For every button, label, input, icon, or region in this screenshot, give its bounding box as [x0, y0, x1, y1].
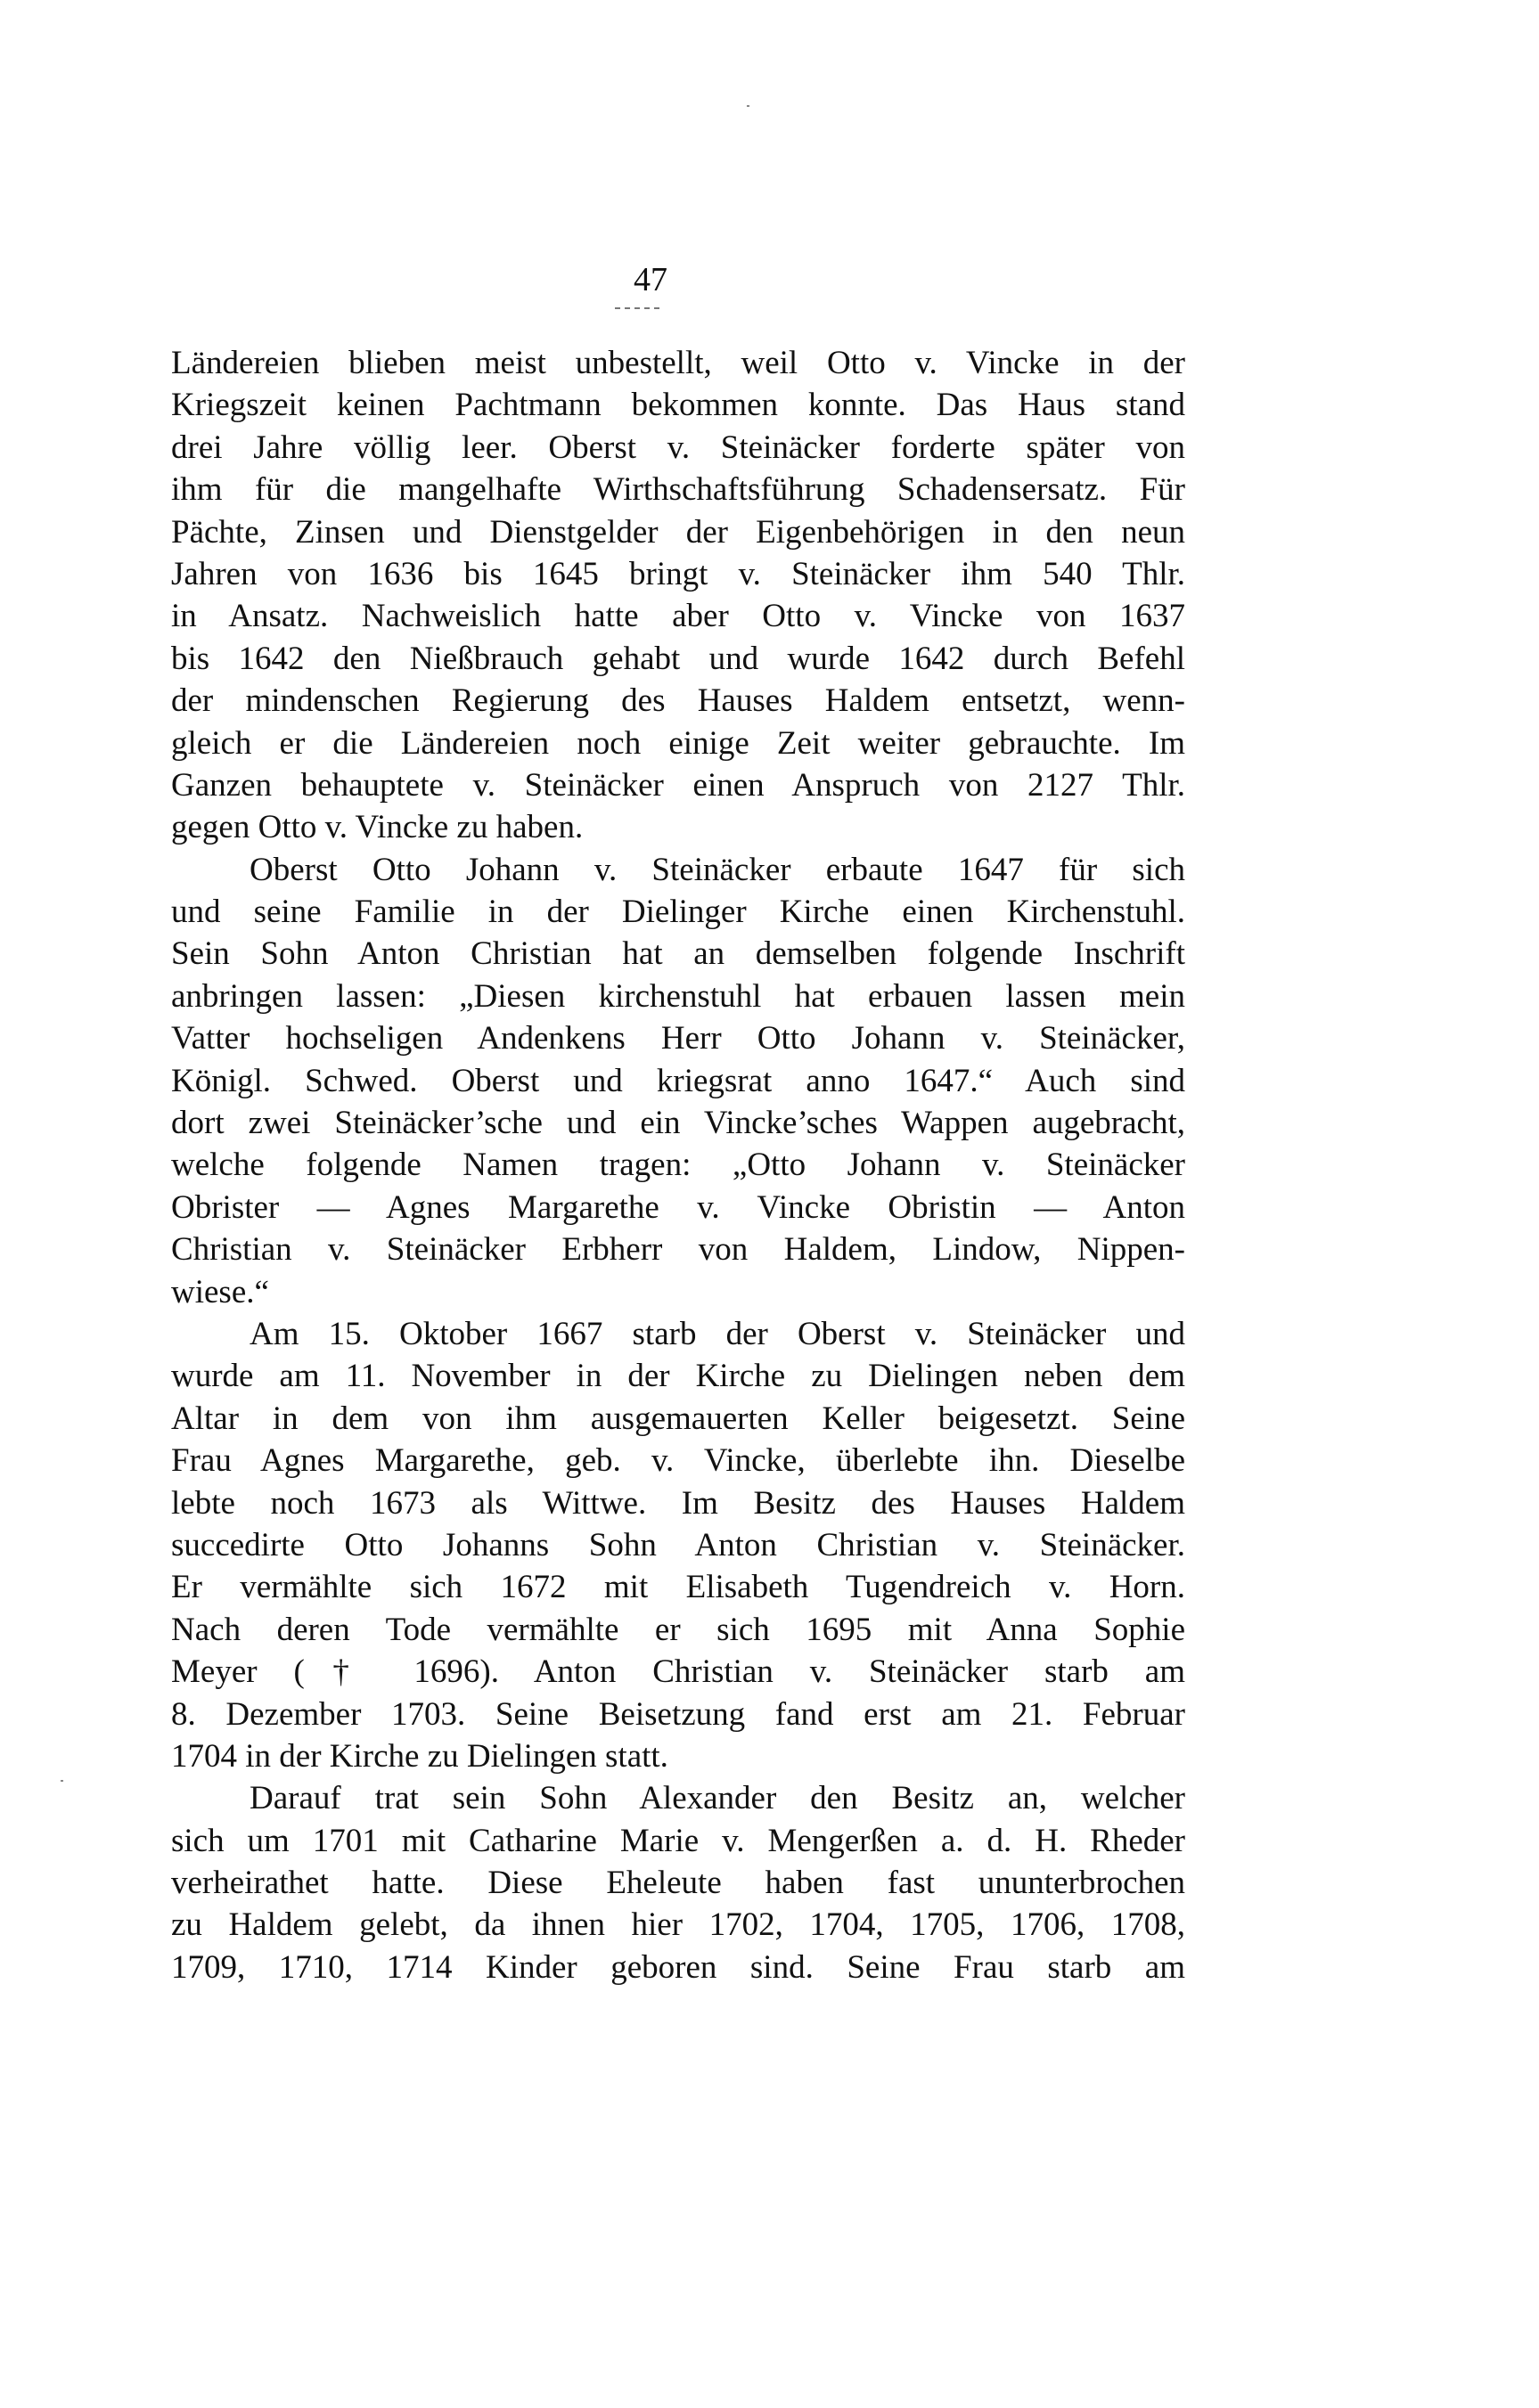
text-line: sich um 1701 mit Catharine Marie v. Mengerßen a. d. H. Rheder — [171, 1822, 1185, 1859]
scan-speck — [61, 1780, 63, 1782]
text-line: Vatter hochseligen Andenkens Herr Otto Johann v. Steinäcker, — [171, 1020, 1185, 1057]
text-line: succedirte Otto Johanns Sohn Anton Christian v. Steinäcker. — [171, 1526, 1185, 1563]
text-line: zu Haldem gelebt, da ihnen hier 1702, 1704, 1705, 1706, 1708, — [171, 1906, 1185, 1944]
text-line: Ganzen behauptete v. Steinäcker einen Anspruch von 2127 Thlr. — [171, 766, 1185, 804]
page-body — [171, 342, 1185, 1988]
text-line: der mindenschen Regierung des Hauses Haldem entsetzt, wenn- — [171, 682, 1185, 720]
text-line: wiese.“ — [171, 1273, 269, 1310]
scan-speck — [747, 105, 749, 107]
text-line: Frau Agnes Margarethe, geb. v. Vincke, überlebte ihn. Dieselbe — [171, 1442, 1185, 1480]
text-line: ihm für die mangelhafte Wirthschaftsführung Schadensersatz. Für — [171, 471, 1185, 509]
text-line: 1709, 1710, 1714 Kinder geboren sind. Seine Frau starb am — [171, 1948, 1185, 1986]
text-line: 1704 in der Kirche zu Dielingen statt. — [171, 1737, 668, 1775]
text-line: Königl. Schwed. Oberst und kriegsrat anno 1647.“ Auch sind — [171, 1062, 1185, 1099]
text-line: dort zwei Steinäcker’sche und ein Vincke’sches Wappen augebracht, — [171, 1105, 1185, 1142]
page-number: 47 — [634, 261, 667, 298]
text-line: drei Jahre völlig leer. Oberst v. Steinäcker forderte später von — [171, 429, 1185, 466]
text-line: in Ansatz. Nachweislich hatte aber Otto v. Vincke von 1637 — [171, 598, 1185, 635]
text-line: Kriegszeit keinen Pachtmann bekommen konnte. Das Haus stand — [171, 387, 1185, 424]
text-line: gleich er die Ländereien noch einige Zeit weiter gebrauchte. Im — [171, 724, 1185, 762]
text-line: anbringen lassen: „Diesen kirchenstuhl hat erbauen lassen mein — [171, 977, 1185, 1015]
text-line: verheirathet hatte. Diese Eheleute haben fast ununterbrochen — [171, 1865, 1185, 1902]
text-line: Meyer († 1696). Anton Christian v. Steinäcker starb am — [171, 1653, 1185, 1691]
text-line: lebte noch 1673 als Wittwe. Im Besitz des Hauses Haldem — [171, 1484, 1185, 1522]
text-line: Pächte, Zinsen und Dienstgelder der Eigenbehörigen in den neun — [171, 513, 1185, 551]
text-line: Oberst Otto Johann v. Steinäcker erbaute 1647 für sich — [250, 851, 1185, 888]
text-line: welche folgende Namen tragen: „Otto Johann v. Steinäcker — [171, 1147, 1185, 1184]
text-line: Darauf trat sein Sohn Alexander den Besitz an, welcher — [250, 1780, 1185, 1817]
text-line: 8. Dezember 1703. Seine Beisetzung fand erst am 21. Februar — [171, 1695, 1185, 1733]
text-line: Jahren von 1636 bis 1645 bringt v. Steinäcker ihm 540 Thlr. — [171, 555, 1185, 592]
text-line: gegen Otto v. Vincke zu haben. — [171, 809, 584, 846]
text-line: Nach deren Tode vermählte er sich 1695 mit Anna Sophie — [171, 1611, 1185, 1648]
text-line: und seine Familie in der Dielinger Kirche einen Kirchenstuhl. — [171, 894, 1185, 931]
page-number-rule — [615, 307, 659, 309]
text-line: Sein Sohn Anton Christian hat an demselben folgende Inschrift — [171, 935, 1185, 973]
text-line: Am 15. Oktober 1667 starb der Oberst v. Steinäcker und — [250, 1315, 1185, 1352]
text-line: Obrister — Agnes Margarethe v. Vincke Obristin — Anton — [171, 1188, 1185, 1226]
text-line: wurde am 11. November in der Kirche zu Dielingen neben dem — [171, 1358, 1185, 1395]
text-line: Altar in dem von ihm ausgemauerten Keller beigesetzt. Seine — [171, 1400, 1185, 1437]
text-line: Christian v. Steinäcker Erbherr von Haldem, Lindow, Nippen- — [171, 1231, 1185, 1269]
text-line: Er vermählte sich 1672 mit Elisabeth Tugendreich v. Horn. — [171, 1569, 1185, 1606]
text-line: bis 1642 den Nießbrauch gehabt und wurde 1642 durch Befehl — [171, 640, 1185, 677]
text-line: Ländereien blieben meist unbestellt, weil Otto v. Vincke in der — [171, 345, 1185, 381]
